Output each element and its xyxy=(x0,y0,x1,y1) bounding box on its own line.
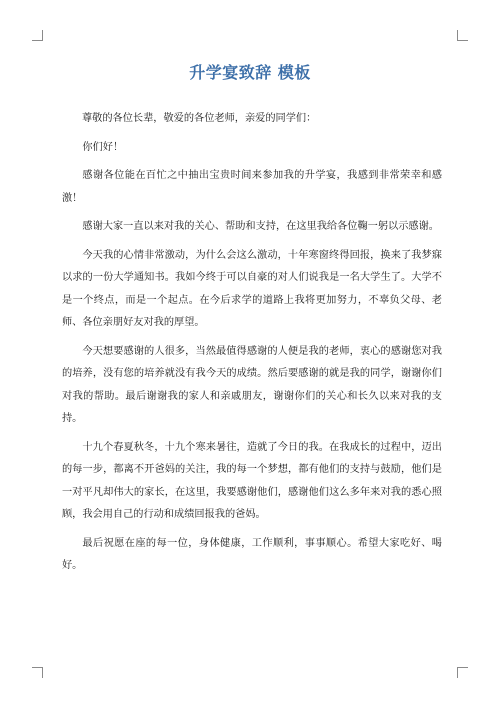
crop-mark-bottom-right xyxy=(457,667,468,678)
paragraph-thanks-support: 感谢大家一直以来对我的关心、帮助和支持，在这里我给各位鞠一躬以示感谢。 xyxy=(82,221,439,232)
document-title: 升学宴致辞 模板 xyxy=(189,63,311,82)
crop-mark-top-right xyxy=(457,30,468,41)
salutation: 尊敬的各位长辈，敬爱的各位老师，亲爱的同学们： xyxy=(82,113,317,124)
paragraph-thanks-attendance: 感谢各位能在百忙之中抽出宝贵时间来参加我的升学宴，我感到非常荣幸和感激！ xyxy=(62,170,442,204)
paragraph-thanks-teachers: 今天想要感谢的人很多，当然最值得感谢的人便是我的老师，衷心的感谢您对我的培养，没有您的培养就没有我今天的成绩。然后要感谢的就是我的同学，谢谢你们对我的帮助。最后谢谢我的家人和亲戚朋友，谢谢你们的关心和长久以来对我的支持。 xyxy=(62,345,442,424)
greeting: 你们好！ xyxy=(82,141,124,153)
paragraph-thanks-parents: 十九个春夏秋冬，十九个寒来暑往，造就了今日的我。在我成长的过程中，迈出的每一步，都离不开爸妈的关注，我的每一个梦想，都有他们的支持与鼓励，他们是一对平凡却伟大的家长，在这里，我要感谢他们，感谢他们这么多年来对我的悉心照顾，我会用自己的行动和成绩回报我的爸妈。 xyxy=(62,441,442,520)
paragraph-closing-wishes: 最后祝愿在座的每一位，身体健康，工作顺利，事事顺心。希望大家吃好、喝好。 xyxy=(62,537,442,571)
crop-mark-bottom-left xyxy=(32,667,43,678)
document-body xyxy=(62,108,442,584)
crop-mark-top-left xyxy=(32,30,43,41)
paragraph-excitement: 今天我的心情非常激动，为什么会这么激动，十年寒窗终得回报，换来了我梦寐以求的一份大学通知书。我如今终于可以自豪的对人们说我是一名大学生了。大学不是一个终点，而是一个起点。在今后求学的道路上我将更加努力，不辜负父母、老师、各位亲朋好友对我的厚望。 xyxy=(62,249,442,328)
